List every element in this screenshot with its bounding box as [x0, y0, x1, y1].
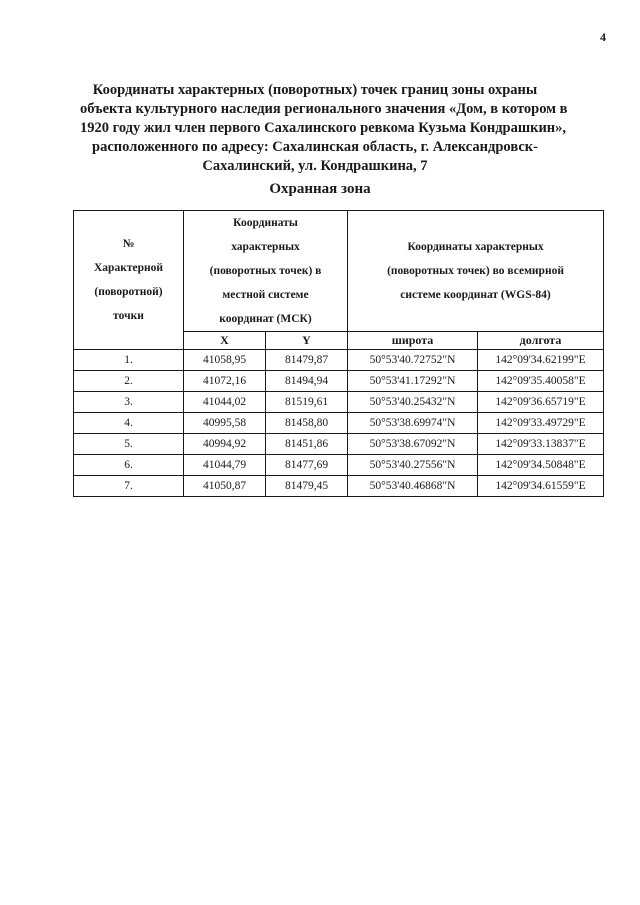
- cell-y: 81479,87: [266, 350, 348, 371]
- cell-point-number: 5.: [74, 434, 184, 455]
- cell-longitude: 142°09'33.49729"E: [478, 413, 604, 434]
- cell-longitude: 142°09'33.13837"E: [478, 434, 604, 455]
- cell-y: 81519,61: [266, 392, 348, 413]
- cell-x: 41044,02: [184, 392, 266, 413]
- cell-x: 41058,95: [184, 350, 266, 371]
- title-line: 1920 году жил член первого Сахалинского ревкома Кузьма Кондрашкин»,: [80, 120, 567, 136]
- section-title: Охранная зона: [269, 181, 371, 197]
- document-title: [80, 81, 568, 176]
- header-point-number: № Характерной (поворотной) точки: [74, 211, 184, 350]
- table-header-row: [74, 211, 604, 332]
- header-local-coordinates: Координаты характерных (поворотных точек) в местной системе координат (МСК): [184, 211, 348, 332]
- table-row: [74, 392, 604, 413]
- cell-x: 40995,58: [184, 413, 266, 434]
- title-line: Координаты характерных (поворотных) точек границ зоны охраны: [92, 82, 538, 98]
- cell-latitude: 50°53'40.46868"N: [348, 476, 478, 497]
- table-row: [74, 350, 604, 371]
- header-wgs-coordinates: Координаты характерных (поворотных точек) во всемирной системе координат (WGS-84): [348, 211, 604, 332]
- cell-y: 81479,45: [266, 476, 348, 497]
- cell-point-number: 2.: [74, 371, 184, 392]
- table-row: [74, 434, 604, 455]
- cell-longitude: 142°09'36.65719"E: [478, 392, 604, 413]
- table-row: [74, 476, 604, 497]
- title-line: объекта культурного наследия регионального значения «Дом, в котором в: [80, 101, 568, 117]
- table-row: [74, 371, 604, 392]
- cell-point-number: 1.: [74, 350, 184, 371]
- subheader-longitude: долгота: [478, 332, 604, 350]
- cell-x: 41072,16: [184, 371, 266, 392]
- title-line: расположенного по адресу: Сахалинская область, г. Александровск-: [92, 139, 538, 155]
- cell-point-number: 4.: [74, 413, 184, 434]
- cell-point-number: 6.: [74, 455, 184, 476]
- cell-point-number: 3.: [74, 392, 184, 413]
- subheader-latitude: широта: [348, 332, 478, 350]
- cell-y: 81458,80: [266, 413, 348, 434]
- coordinates-table: [73, 210, 604, 497]
- cell-point-number: 7.: [74, 476, 184, 497]
- cell-longitude: 142°09'34.61559"E: [478, 476, 604, 497]
- cell-latitude: 50°53'40.25432"N: [348, 392, 478, 413]
- cell-x: 41044,79: [184, 455, 266, 476]
- subheader-x: X: [184, 332, 266, 350]
- cell-x: 41050,87: [184, 476, 266, 497]
- subheader-y: Y: [266, 332, 348, 350]
- table-row: [74, 455, 604, 476]
- cell-x: 40994,92: [184, 434, 266, 455]
- cell-y: 81477,69: [266, 455, 348, 476]
- cell-latitude: 50°53'38.67092"N: [348, 434, 478, 455]
- table-row: [74, 413, 604, 434]
- cell-y: 81451,86: [266, 434, 348, 455]
- cell-latitude: 50°53'40.72752"N: [348, 350, 478, 371]
- cell-latitude: 50°53'41.17292"N: [348, 371, 478, 392]
- cell-longitude: 142°09'35.40058"E: [478, 371, 604, 392]
- page-number: 4: [600, 30, 606, 44]
- cell-y: 81494,94: [266, 371, 348, 392]
- cell-longitude: 142°09'34.50848"E: [478, 455, 604, 476]
- cell-longitude: 142°09'34.62199"E: [478, 350, 604, 371]
- cell-latitude: 50°53'38.69974"N: [348, 413, 478, 434]
- title-line: Сахалинский, ул. Кондрашкина, 7: [202, 158, 428, 174]
- cell-latitude: 50°53'40.27556"N: [348, 455, 478, 476]
